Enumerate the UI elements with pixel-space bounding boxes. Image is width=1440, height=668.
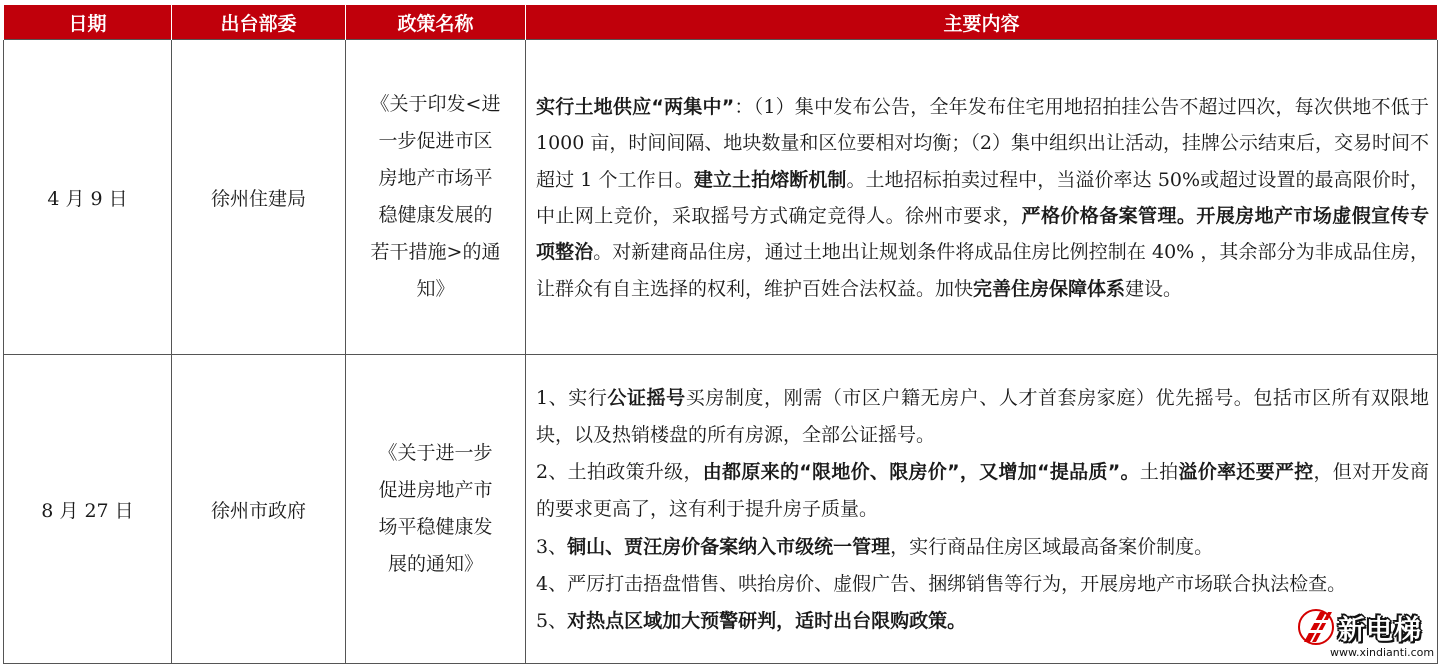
- content-emphasis: 实行土地供应“两集中”: [536, 96, 735, 119]
- dept-cell: 徐州市政府: [172, 355, 346, 664]
- content-emphasis: 铜山、贾汪房价备案纳入市级统一管理: [567, 535, 891, 558]
- policy-name-line: 知》: [416, 278, 455, 300]
- dept-cell: 徐州住建局: [172, 40, 346, 355]
- content-cell: [526, 40, 1438, 355]
- content-text: 2、土拍政策升级，: [536, 461, 703, 484]
- header-name: 政策名称: [346, 5, 526, 40]
- content-item-4: [536, 566, 1429, 603]
- date-cell: 8 月 27 日: [4, 355, 172, 664]
- content-emphasis: 严格价格备案管理: [1021, 205, 1177, 227]
- policy-name-line: 场平稳健康发: [378, 516, 493, 538]
- content-text: 。对新建商品住房，通过土地出让规划条件将成品住房比例控制在 40% ，其余部分为非成品住房，让群众有自主选择的权利，维护百姓合法权益。加快: [536, 241, 1429, 300]
- policy-name-line: 房地产市场平: [378, 167, 493, 189]
- content-text: 5、: [536, 610, 568, 632]
- header-dept: 出台部委: [172, 5, 346, 40]
- policy-name-line: 若干措施>的通: [370, 241, 501, 263]
- policy-name-line: 展的通知》: [387, 553, 483, 575]
- policy-name-cell: [346, 355, 526, 664]
- table-row: [4, 40, 1438, 355]
- policy-table: [3, 4, 1438, 664]
- content-text: 4、严厉打击捂盘惜售、哄抬房价、虚假广告、捆绑销售等行为，开展房地产市场联合执法检查。: [536, 572, 1347, 595]
- content-text: 买房制度，刚需（市区户籍无房户、人才首套房家庭）优先摇号。包括市区所有双限地块，以及热销楼盘的所有房源，全部公证摇号。: [536, 386, 1429, 446]
- policy-name-line: 《关于印发<进: [370, 93, 501, 115]
- watermark-text: 新电梯: [1338, 615, 1422, 646]
- content-emphasis: 完善住房保障体系: [973, 277, 1126, 300]
- policy-name-line: 稳健康发展的: [378, 204, 493, 226]
- ladder-logo-icon: [1296, 608, 1336, 646]
- content-item-3: [536, 529, 1429, 566]
- policy-name-line: 促进房地产市: [378, 479, 493, 501]
- content-emphasis: 由都原来的“限地价、限房价”，又增加“提品质”。: [702, 461, 1140, 484]
- watermark-url: www.xindianti.com: [1330, 646, 1435, 659]
- content-paragraph: [536, 89, 1429, 307]
- content-item-1: [536, 380, 1429, 454]
- content-emphasis: 开展房地产市场虚假宣传专项整治: [536, 205, 1429, 264]
- content-emphasis: 建立土拍熔断机制: [693, 168, 847, 191]
- content-item-2: [536, 454, 1429, 528]
- content-emphasis: 对热点区域加大预警研判，适时出台限购政策。: [567, 610, 967, 632]
- content-text: ，实行商品住房区域最高备案价制度。: [890, 535, 1214, 558]
- table-row: [4, 355, 1438, 664]
- content-text: 3、: [536, 535, 568, 558]
- content-text: 1、实行: [536, 386, 608, 409]
- date-cell: 4 月 9 日: [4, 40, 172, 355]
- policy-name-line: 一步促进市区: [378, 130, 493, 152]
- header-date: 日期: [4, 5, 172, 40]
- policy-name-cell: [346, 40, 526, 355]
- policy-name-line: 《关于进一步: [378, 442, 493, 464]
- header-content: 主要内容: [526, 5, 1438, 40]
- content-emphasis: 公证摇号: [607, 386, 686, 409]
- content-text: ，但对开发商的要求更高了，这有利于提升房子质量。: [536, 461, 1429, 521]
- content-text: 建设。: [1125, 277, 1183, 300]
- content-text: ：（1）集中发布公告，全年发布住宅用地招拍挂公告不超过四次，每次供地不低于 1000 亩，时间间隔、地块数量和区位要相对均衡；（2）集中组织出让活动，挂牌公示结束后，交易时间不超过 1 个工作日。: [536, 96, 1429, 191]
- content-text: 。土地招标拍卖过程中，当溢价率达 50%或超过设置的最高限价时，中止网上竞价，采取摇号方式确定竞得人。徐州市要求，: [536, 168, 1429, 227]
- header-row: [4, 5, 1438, 40]
- watermark: [1294, 608, 1434, 664]
- content-emphasis: 溢价率还要严控: [1178, 461, 1314, 484]
- content-text: 土拍: [1139, 461, 1179, 484]
- content-emphasis: 。: [1176, 205, 1197, 227]
